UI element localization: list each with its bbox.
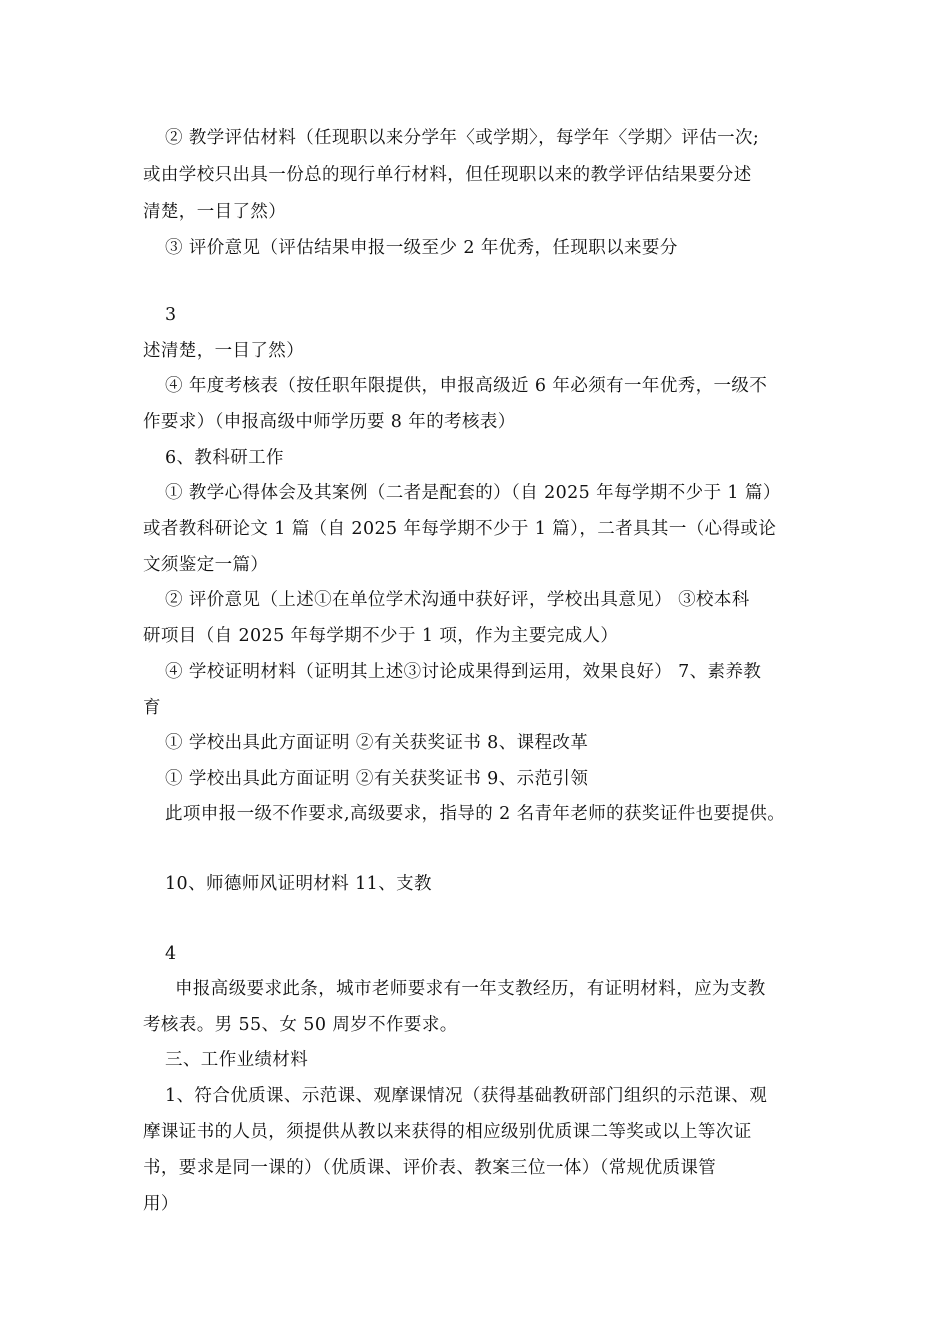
text-line: 此项申报一级不作要求,高级要求，指导的 2 名青年老师的获奖证件也要提供。 <box>165 804 786 824</box>
text-line: 申报高级要求此条，城市老师要求有一年支教经历，有证明材料，应为支教 <box>175 979 766 999</box>
text-line: 述清楚，一目了然） <box>143 341 305 361</box>
text-line: 10、师德师风证明材料 11、支教 <box>165 874 432 894</box>
text-line: 育 <box>143 698 161 718</box>
page-number: 4 <box>165 944 177 964</box>
text-line: 文须鉴定一篇） <box>143 555 269 575</box>
page-number: 3 <box>165 305 177 325</box>
text-line: ① 教学心得体会及其案例（二者是配套的）（自 2025 年每学期不少于 1 篇） <box>165 483 781 503</box>
text-line: ② 评价意见（上述①在单位学术沟通中获好评，学校出具意见） ③校本科 <box>165 590 750 610</box>
text-line: ① 学校出具此方面证明 ②有关获奖证书 8、课程改革 <box>165 733 589 753</box>
text-line: 考核表。男 55、女 50 周岁不作要求。 <box>143 1015 458 1035</box>
text-line: 书，要求是同一课的）（优质课、评价表、教案三位一体）（常规优质课管 <box>143 1158 717 1178</box>
text-line: 作要求）（申报高级中师学历要 8 年的考核表） <box>143 412 516 432</box>
text-line: ① 学校出具此方面证明 ②有关获奖证书 9、示范引领 <box>165 769 589 789</box>
text-line: 或者教科研论文 1 篇（自 2025 年每学期不少于 1 篇），二者具其一（心得或论 <box>143 519 777 539</box>
text-line: 1、符合优质课、示范课、观摩课情况（获得基础教研部门组织的示范课、观 <box>165 1086 768 1106</box>
text-line: 摩课证书的人员，须提供从教以来获得的相应级别优质课二等奖或以上等次证 <box>143 1122 752 1142</box>
text-line: ④ 学校证明材料（证明其上述③讨论成果得到运用，效果良好） 7、素养教 <box>165 662 762 682</box>
text-line: 用） <box>143 1194 179 1214</box>
section-heading: 6、教科研工作 <box>165 448 284 468</box>
text-line: 或由学校只出具一份总的现行单行材料，但任现职以来的教学评估结果要分述 <box>143 165 752 185</box>
text-line: ② 教学评估材料（任现职以来分学年〈或学期〉，每学年〈学期〉评估一次; <box>165 128 760 148</box>
text-line: 研项目（自 2025 年每学期不少于 1 项，作为主要完成人） <box>143 626 619 646</box>
text-line: 清楚，一目了然） <box>143 202 287 222</box>
section-heading: 三、工作业绩材料 <box>165 1050 309 1070</box>
text-line: ④ 年度考核表（按任职年限提供，申报高级近 6 年必须有一年优秀，一级不 <box>165 376 768 396</box>
text-line: ③ 评价意见（评估结果申报一级至少 2 年优秀，任现职以来要分 <box>165 238 678 258</box>
